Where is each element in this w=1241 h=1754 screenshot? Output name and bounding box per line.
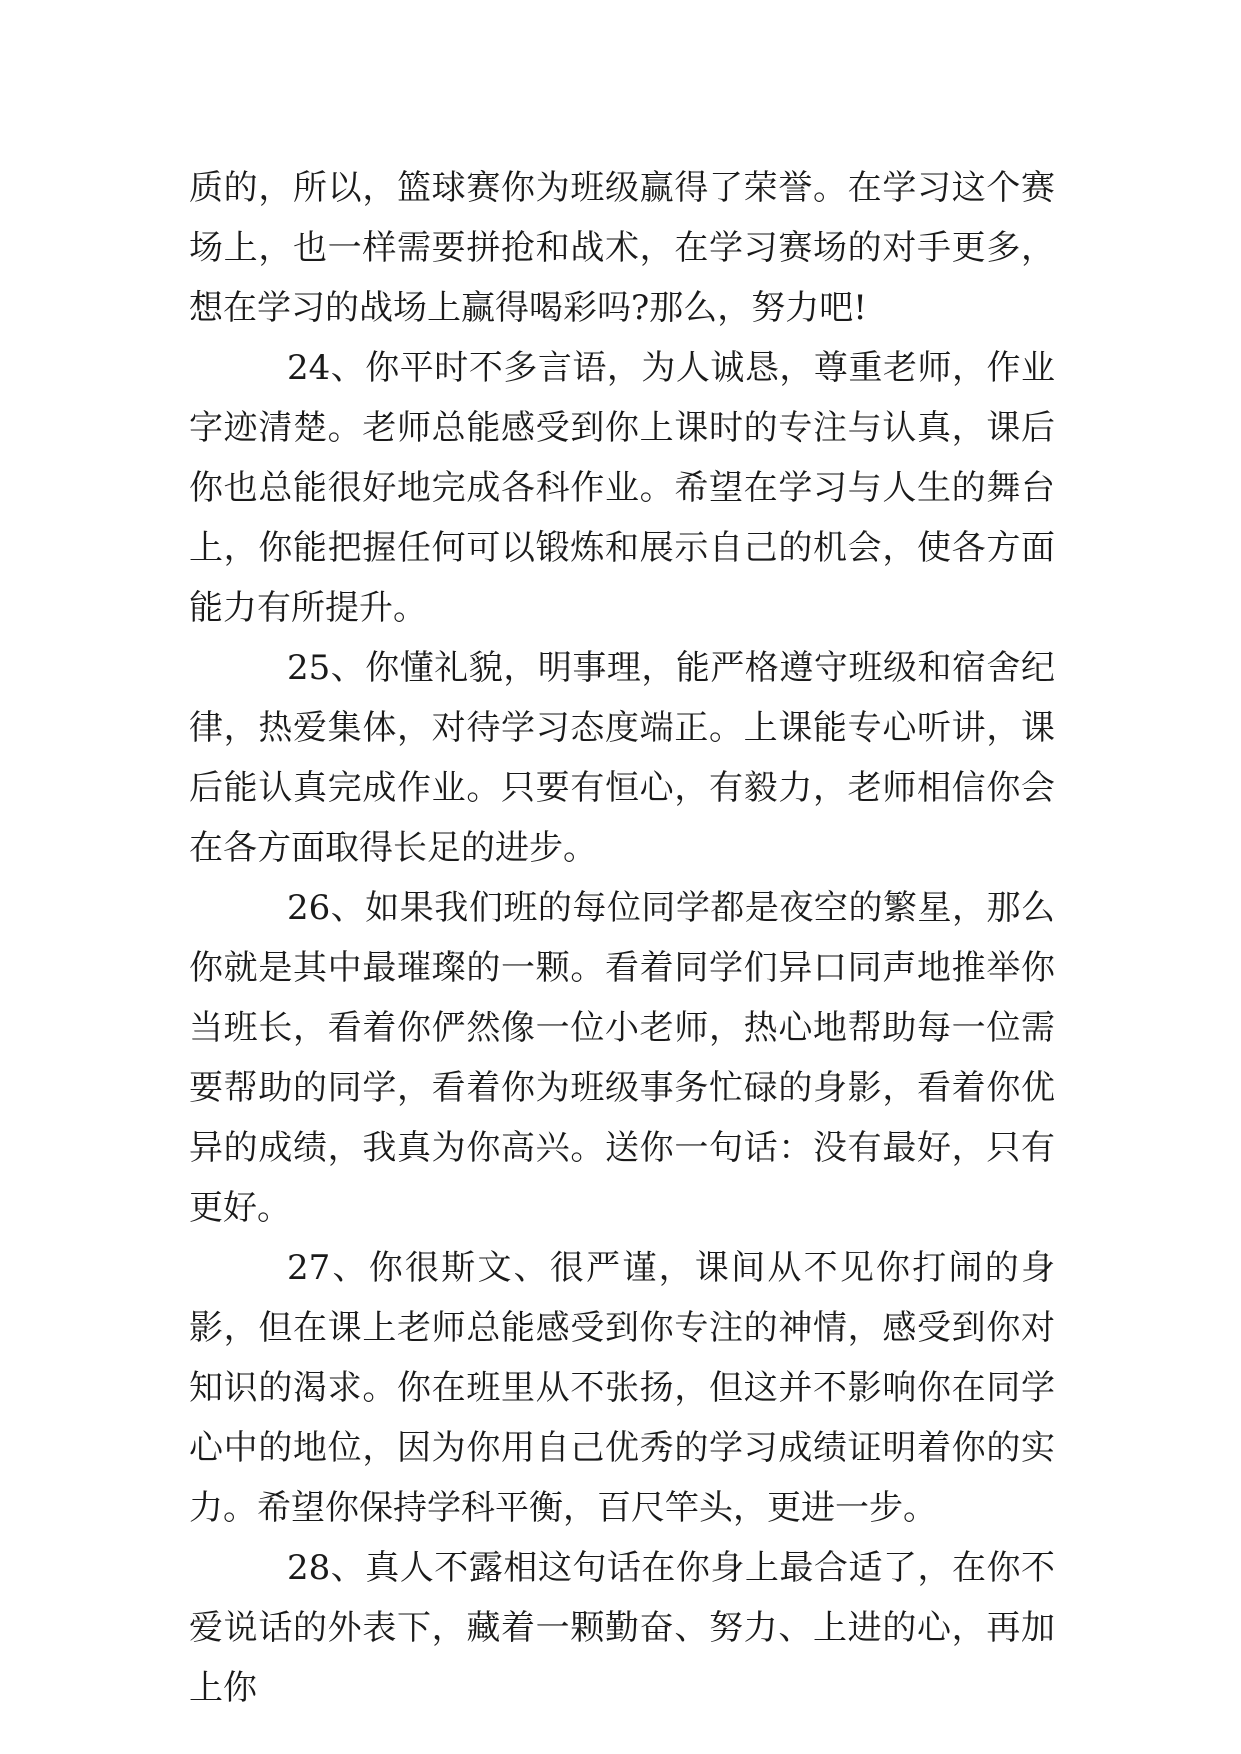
paragraph-comment-26: 26、如果我们班的每位同学都是夜空的繁星，那么你就是其中最璀璨的一颗。看着同学们异口同声地推举你当班长，看着你俨然像一位小老师，热心地帮助每一位需要帮助的同学，看着你为班级事务忙碌的身影，看着你优异的成绩，我真为你高兴。送你一句话：没有最好，只有更好。 (189, 888, 1055, 1228)
paragraph-comment-28: 28、真人不露相这句话在你身上最合适了，在你不爱说话的外表下，藏着一颗勤奋、努力、上进的心，再加上你 (189, 1548, 1055, 1708)
paragraph-continued: 质的，所以，篮球赛你为班级赢得了荣誉。在学习这个赛场上，也一样需要拼抢和战术，在学习赛场的对手更多，想在学习的战场上赢得喝彩吗?那么，努力吧! (189, 168, 1055, 328)
paragraph-comment-27: 27、你很斯文、很严谨，课间从不见你打闹的身影，但在课上老师总能感受到你专注的神情，感受到你对知识的渴求。你在班里从不张扬，但这并不影响你在同学心中的地位，因为你用自己优秀的学习成绩证明着你的实力。希望你保持学科平衡，百尺竿头，更进一步。 (189, 1248, 1055, 1528)
document-body (189, 158, 1055, 1718)
paragraph-comment-25: 25、你懂礼貌，明事理，能严格遵守班级和宿舍纪律，热爱集体，对待学习态度端正。上课能专心听讲，课后能认真完成作业。只要有恒心，有毅力，老师相信你会在各方面取得长足的进步。 (189, 648, 1055, 868)
paragraph-comment-24: 24、你平时不多言语，为人诚恳，尊重老师，作业字迹清楚。老师总能感受到你上课时的专注与认真，课后你也总能很好地完成各科作业。希望在学习与人生的舞台上，你能把握任何可以锻炼和展示自己的机会，使各方面能力有所提升。 (189, 348, 1055, 628)
